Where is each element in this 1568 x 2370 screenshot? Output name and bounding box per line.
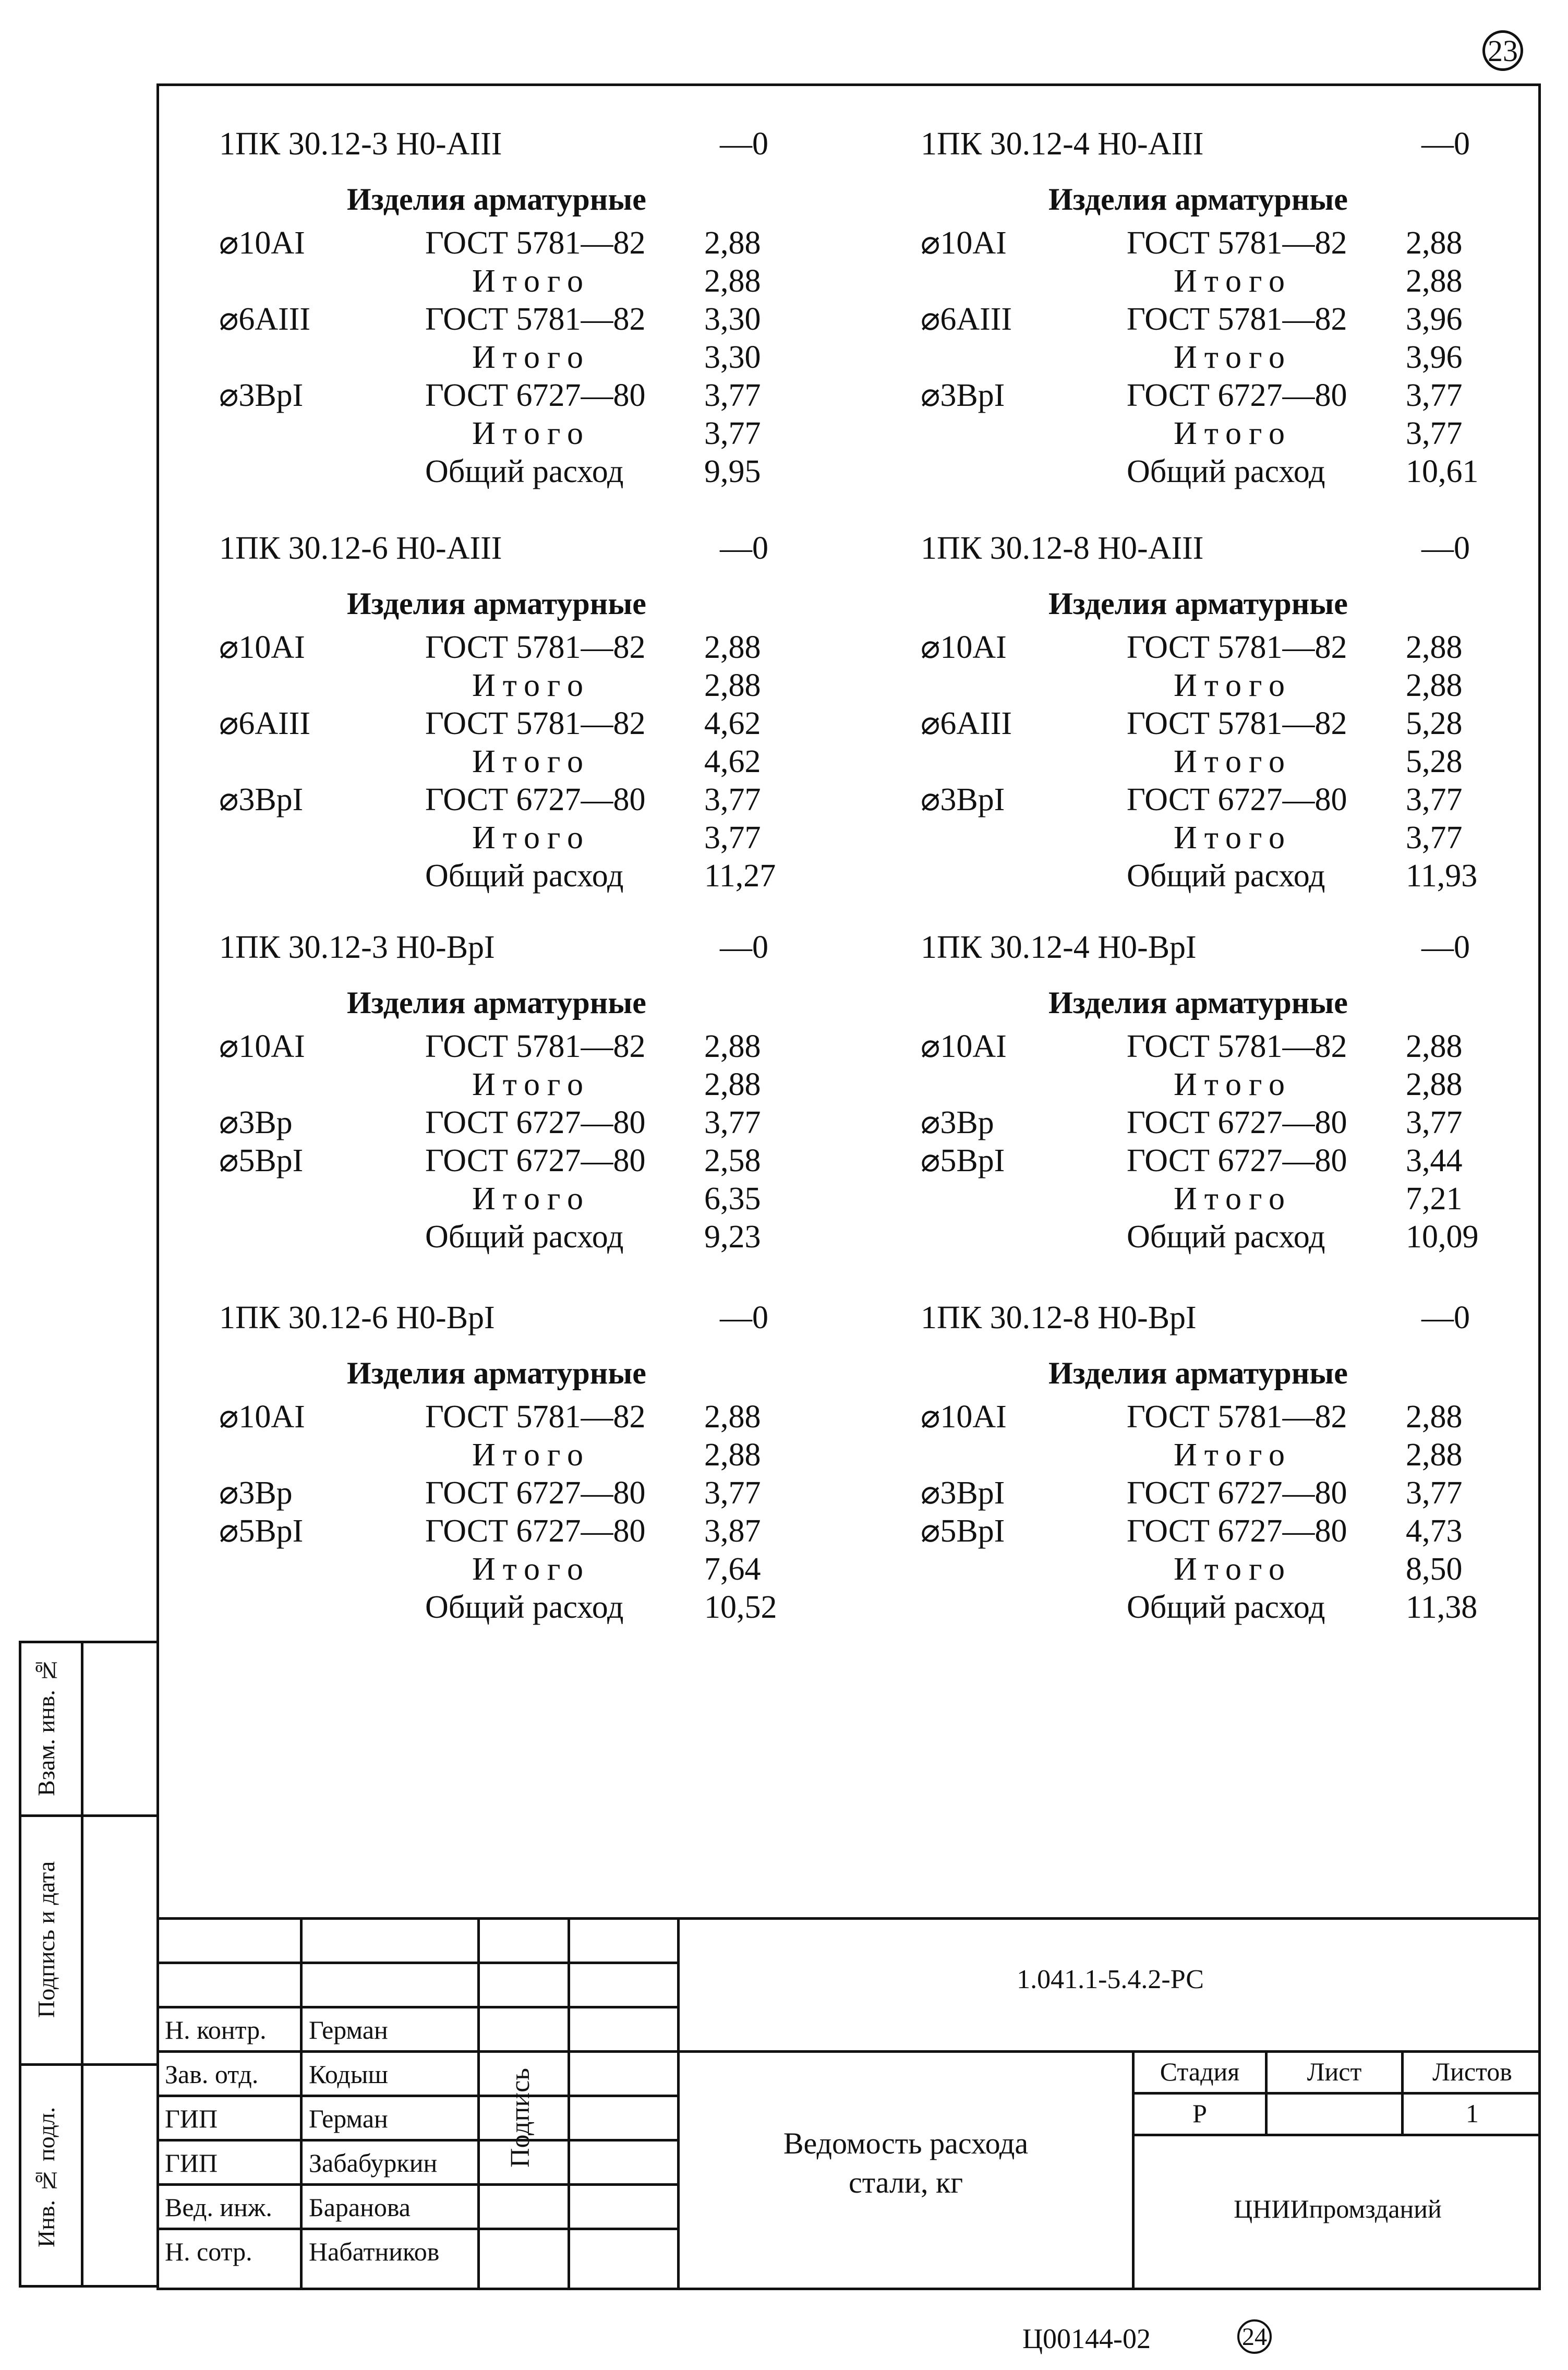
standard: ГОСТ 5781—82 xyxy=(1127,630,1347,665)
document-title-line2: стали, кг xyxy=(848,2166,963,2199)
block-subtitle: Изделия арматурные xyxy=(1048,586,1348,621)
block-code: —0 xyxy=(720,1300,768,1336)
subtotal-label: Итого xyxy=(472,1181,590,1217)
block-header: 1ПК 30.12-3 Н0-АIII xyxy=(219,126,502,162)
mass-value: 2,88 xyxy=(1406,1029,1463,1064)
mass-value: 3,96 xyxy=(1406,340,1463,375)
mass-value: 2,58 xyxy=(704,1143,761,1178)
person-name: Набатников xyxy=(309,2237,440,2266)
standard: ГОСТ 5781—82 xyxy=(1127,1399,1347,1435)
bar-diameter: ⌀10AI xyxy=(219,630,305,665)
bar-diameter: ⌀3Bp xyxy=(921,1105,994,1140)
spec-line xyxy=(921,300,1567,338)
block-subtitle: Изделия арматурные xyxy=(347,182,646,216)
bar-diameter: ⌀10AI xyxy=(921,1029,1007,1064)
mass-value: 9,95 xyxy=(704,454,761,489)
bar-diameter: ⌀3BpI xyxy=(921,782,1005,817)
spec-line xyxy=(921,1512,1567,1550)
spec-line xyxy=(219,1474,866,1512)
spec-line xyxy=(921,1589,1567,1626)
spec-line xyxy=(921,667,1567,704)
footer-circle-number: 24 xyxy=(1237,2319,1272,2354)
block-header: 1ПК 30.12-4 Н0-ВрI xyxy=(921,930,1197,965)
bar-diameter: ⌀6AIII xyxy=(219,706,311,741)
role-label: ГИП xyxy=(165,2104,218,2133)
block-header: 1ПК 30.12-6 Н0-АIII xyxy=(219,531,502,566)
spec-line xyxy=(921,1142,1567,1180)
bar-diameter: ⌀3BpI xyxy=(921,1475,1005,1511)
mass-value: 3,77 xyxy=(1406,416,1463,451)
stage-value: Р xyxy=(1192,2099,1207,2128)
person-name: Забабуркин xyxy=(309,2148,438,2177)
spec-line xyxy=(921,262,1567,300)
standard: ГОСТ 5781—82 xyxy=(1127,1029,1347,1064)
total-label: Общий расход xyxy=(1127,858,1325,894)
subtotal-label: Итого xyxy=(472,744,590,779)
mass-value: 3,77 xyxy=(704,416,761,451)
total-label: Общий расход xyxy=(425,858,624,894)
mass-value: 2,88 xyxy=(1406,668,1463,703)
mass-value: 3,77 xyxy=(704,378,761,413)
standard: ГОСТ 6727—80 xyxy=(425,1143,646,1178)
mass-value: 11,38 xyxy=(1406,1590,1478,1625)
role-label: Вед. инж. xyxy=(165,2193,272,2222)
bar-diameter: ⌀6AIII xyxy=(219,302,311,337)
bar-diameter: ⌀10AI xyxy=(921,1399,1007,1435)
spec-line xyxy=(219,262,866,300)
spec-line xyxy=(219,377,866,414)
spec-line xyxy=(921,743,1567,780)
spec-line xyxy=(219,1180,866,1218)
mass-value: 2,88 xyxy=(704,1067,761,1102)
spec-line xyxy=(921,819,1567,857)
spec-line xyxy=(219,743,866,780)
spec-line xyxy=(219,1512,866,1550)
mass-value: 3,77 xyxy=(1406,782,1463,817)
mass-value: 3,77 xyxy=(1406,820,1463,856)
standard: ГОСТ 5781—82 xyxy=(425,1399,646,1435)
subtotal-label: Итого xyxy=(472,668,590,703)
bar-diameter: ⌀6AIII xyxy=(921,706,1012,741)
bar-diameter: ⌀5BpI xyxy=(921,1143,1005,1178)
mass-value: 10,09 xyxy=(1406,1219,1479,1255)
spec-line xyxy=(921,415,1567,452)
block-header: 1ПК 30.12-8 Н0-ВрI xyxy=(921,1300,1197,1336)
spec-line xyxy=(219,224,866,262)
spec-line xyxy=(921,1066,1567,1103)
sheet-number: 23 xyxy=(1482,30,1523,71)
subtotal-label: Итого xyxy=(472,820,590,856)
standard: ГОСТ 6727—80 xyxy=(1127,378,1347,413)
standard: ГОСТ 6727—80 xyxy=(1127,1475,1347,1511)
mass-value: 3,77 xyxy=(704,820,761,856)
mass-value: 8,50 xyxy=(1406,1551,1463,1587)
spec-line xyxy=(219,300,866,338)
block-subtitle: Изделия арматурные xyxy=(1048,182,1348,216)
bar-diameter: ⌀3BpI xyxy=(219,378,304,413)
standard: ГОСТ 6727—80 xyxy=(425,1513,646,1549)
standard: ГОСТ 6727—80 xyxy=(1127,1105,1347,1140)
standard: ГОСТ 5781—82 xyxy=(1127,225,1347,261)
total-label: Общий расход xyxy=(425,1590,624,1625)
block-code: —0 xyxy=(720,930,768,965)
block-header: 1ПК 30.12-8 Н0-АIII xyxy=(921,531,1204,566)
spec-line xyxy=(921,781,1567,819)
mass-value: 4,62 xyxy=(704,744,761,779)
bar-diameter: ⌀10AI xyxy=(921,630,1007,665)
mass-value: 11,93 xyxy=(1406,858,1478,894)
mass-value: 3,77 xyxy=(704,1475,761,1511)
subtotal-label: Итого xyxy=(1174,744,1292,779)
mass-value: 2,88 xyxy=(704,630,761,665)
standard: ГОСТ 5781—82 xyxy=(425,302,646,337)
block-code: —0 xyxy=(1421,930,1470,965)
subtotal-label: Итого xyxy=(472,1437,590,1473)
spec-line xyxy=(921,705,1567,742)
subtotal-label: Итого xyxy=(1174,1181,1292,1217)
block-code: —0 xyxy=(720,126,768,162)
spec-line xyxy=(921,1104,1567,1141)
mass-value: 2,88 xyxy=(704,1399,761,1435)
subtotal-label: Итого xyxy=(472,1067,590,1102)
block-code: —0 xyxy=(1421,1300,1470,1336)
bar-diameter: ⌀3BpI xyxy=(921,378,1005,413)
spec-line xyxy=(219,1218,866,1256)
block-header: 1ПК 30.12-4 Н0-АIII xyxy=(921,126,1204,162)
sheets-value: 1 xyxy=(1466,2099,1479,2128)
mass-value: 2,88 xyxy=(1406,225,1463,261)
role-label: Зав. отд. xyxy=(165,2060,259,2089)
spec-line xyxy=(921,1398,1567,1436)
bar-diameter: ⌀3BpI xyxy=(219,782,304,817)
mass-value: 4,62 xyxy=(704,706,761,741)
mass-value: 3,77 xyxy=(704,1105,761,1140)
spec-line xyxy=(921,1474,1567,1512)
spec-line xyxy=(219,1589,866,1626)
standard: ГОСТ 6727—80 xyxy=(425,1475,646,1511)
mass-value: 3,87 xyxy=(704,1513,761,1549)
document-code: 1.041.1-5.4.2-РС xyxy=(1017,1965,1204,1994)
mass-value: 2,88 xyxy=(704,668,761,703)
bar-diameter: ⌀10AI xyxy=(219,1399,305,1435)
person-name: Герман xyxy=(309,2015,388,2044)
subtotal-label: Итого xyxy=(1174,1551,1292,1587)
signature-label: Подпись xyxy=(505,2068,535,2168)
mass-value: 2,88 xyxy=(704,1437,761,1473)
subtotal-label: Итого xyxy=(1174,263,1292,299)
spec-line xyxy=(219,781,866,819)
standard: ГОСТ 6727—80 xyxy=(1127,1143,1347,1178)
block-code: —0 xyxy=(1421,531,1470,566)
spec-line xyxy=(921,453,1567,490)
standard: ГОСТ 6727—80 xyxy=(1127,1513,1347,1549)
subtotal-label: Итого xyxy=(1174,416,1292,451)
standard: ГОСТ 5781—82 xyxy=(425,630,646,665)
mass-value: 3,30 xyxy=(704,340,761,375)
spec-line xyxy=(219,1028,866,1065)
organization: ЦНИИпромзданий xyxy=(1234,2194,1442,2223)
block-code: —0 xyxy=(720,531,768,566)
spec-line xyxy=(219,857,866,895)
block-subtitle: Изделия арматурные xyxy=(347,586,646,621)
subtotal-label: Итого xyxy=(472,416,590,451)
spec-line xyxy=(921,224,1567,262)
total-label: Общий расход xyxy=(1127,1590,1325,1625)
subtotal-label: Итого xyxy=(1174,1067,1292,1102)
standard: ГОСТ 5781—82 xyxy=(1127,706,1347,741)
bar-diameter: ⌀5BpI xyxy=(921,1513,1005,1549)
block-header: 1ПК 30.12-6 Н0-ВрI xyxy=(219,1300,495,1336)
block-subtitle: Изделия арматурные xyxy=(1048,1356,1348,1390)
mass-value: 3,77 xyxy=(704,782,761,817)
mass-value: 3,77 xyxy=(1406,1475,1463,1511)
person-name: Баранова xyxy=(309,2193,411,2222)
spec-line xyxy=(219,453,866,490)
bar-diameter: ⌀10AI xyxy=(219,225,305,261)
mass-value: 2,88 xyxy=(1406,630,1463,665)
spec-line xyxy=(219,705,866,742)
standard: ГОСТ 6727—80 xyxy=(1127,782,1347,817)
mass-value: 7,64 xyxy=(704,1551,761,1587)
total-label: Общий расход xyxy=(425,1219,624,1255)
bar-diameter: ⌀6AIII xyxy=(921,302,1012,337)
spec-line xyxy=(219,415,866,452)
spec-line xyxy=(921,1028,1567,1065)
side-label-podpis-data: Подпись и дата xyxy=(33,1861,59,2018)
standard: ГОСТ 5781—82 xyxy=(425,706,646,741)
mass-value: 3,44 xyxy=(1406,1143,1463,1178)
mass-value: 2,88 xyxy=(1406,1399,1463,1435)
mass-value: 7,21 xyxy=(1406,1181,1463,1217)
inventory-number: Ц00144-02 xyxy=(1022,2323,1151,2354)
spec-line xyxy=(219,339,866,376)
side-label-vzam: Взам. инв. № xyxy=(33,1657,59,1797)
mass-value: 2,88 xyxy=(1406,1067,1463,1102)
bar-diameter: ⌀5BpI xyxy=(219,1143,304,1178)
block-code: —0 xyxy=(1421,126,1470,162)
spec-line xyxy=(921,1550,1567,1588)
spec-line xyxy=(219,1142,866,1180)
mass-value: 5,28 xyxy=(1406,744,1463,779)
standard: ГОСТ 6727—80 xyxy=(425,378,646,413)
mass-value: 3,30 xyxy=(704,302,761,337)
standard: ГОСТ 5781—82 xyxy=(1127,302,1347,337)
mass-value: 2,88 xyxy=(704,225,761,261)
sheet-label: Лист xyxy=(1307,2057,1362,2086)
mass-value: 10,52 xyxy=(704,1590,777,1625)
bar-diameter: ⌀10AI xyxy=(921,225,1007,261)
mass-value: 10,61 xyxy=(1406,454,1479,489)
subtotal-label: Итого xyxy=(1174,668,1292,703)
spec-line xyxy=(921,377,1567,414)
spec-line xyxy=(921,1218,1567,1256)
mass-value: 9,23 xyxy=(704,1219,761,1255)
bar-diameter: ⌀10AI xyxy=(219,1029,305,1064)
block-subtitle: Изделия арматурные xyxy=(1048,985,1348,1020)
standard: ГОСТ 6727—80 xyxy=(425,1105,646,1140)
block-subtitle: Изделия арматурные xyxy=(347,985,646,1020)
role-label: ГИП xyxy=(165,2148,218,2177)
block-header: 1ПК 30.12-3 Н0-ВрI xyxy=(219,930,495,965)
sheets-label: Листов xyxy=(1432,2057,1512,2086)
mass-value: 2,88 xyxy=(1406,1437,1463,1473)
mass-value: 6,35 xyxy=(704,1181,761,1217)
spec-line xyxy=(921,1180,1567,1218)
mass-value: 2,88 xyxy=(704,263,761,299)
spec-line xyxy=(219,819,866,857)
subtotal-label: Итого xyxy=(1174,1437,1292,1473)
subtotal-label: Итого xyxy=(472,1551,590,1587)
bar-diameter: ⌀5BpI xyxy=(219,1513,304,1549)
mass-value: 2,88 xyxy=(1406,263,1463,299)
spec-line xyxy=(921,629,1567,666)
bar-diameter: ⌀3Bp xyxy=(219,1105,293,1140)
block-subtitle: Изделия арматурные xyxy=(347,1356,646,1390)
total-label: Общий расход xyxy=(1127,454,1325,489)
document-title-line1: Ведомость расхода xyxy=(783,2126,1029,2160)
role-label: Н. контр. xyxy=(165,2015,267,2044)
subtotal-label: Итого xyxy=(472,340,590,375)
person-name: Кодыш xyxy=(309,2060,388,2089)
spec-line xyxy=(921,339,1567,376)
mass-value: 3,77 xyxy=(1406,378,1463,413)
spec-line xyxy=(921,857,1567,895)
standard: ГОСТ 5781—82 xyxy=(425,1029,646,1064)
bar-diameter: ⌀3Bp xyxy=(219,1475,293,1511)
total-label: Общий расход xyxy=(1127,1219,1325,1255)
side-label-inv-podl: Инв. № подл. xyxy=(33,2107,59,2247)
mass-value: 5,28 xyxy=(1406,706,1463,741)
stage-label: Стадия xyxy=(1160,2057,1240,2086)
spec-line xyxy=(219,1436,866,1474)
mass-value: 3,96 xyxy=(1406,302,1463,337)
standard: ГОСТ 5781—82 xyxy=(425,225,646,261)
person-name: Герман xyxy=(309,2104,388,2133)
standard: ГОСТ 6727—80 xyxy=(425,782,646,817)
spec-line xyxy=(219,1066,866,1103)
subtotal-label: Итого xyxy=(1174,340,1292,375)
mass-value: 2,88 xyxy=(704,1029,761,1064)
total-label: Общий расход xyxy=(425,454,624,489)
mass-value: 3,77 xyxy=(1406,1105,1463,1140)
subtotal-label: Итого xyxy=(1174,820,1292,856)
mass-value: 11,27 xyxy=(704,858,776,894)
spec-line xyxy=(921,1436,1567,1474)
spec-line xyxy=(219,667,866,704)
spec-line xyxy=(219,1104,866,1141)
spec-line xyxy=(219,629,866,666)
role-label: Н. сотр. xyxy=(165,2237,252,2266)
spec-line xyxy=(219,1550,866,1588)
mass-value: 4,73 xyxy=(1406,1513,1463,1549)
spec-line xyxy=(219,1398,866,1436)
subtotal-label: Итого xyxy=(472,263,590,299)
